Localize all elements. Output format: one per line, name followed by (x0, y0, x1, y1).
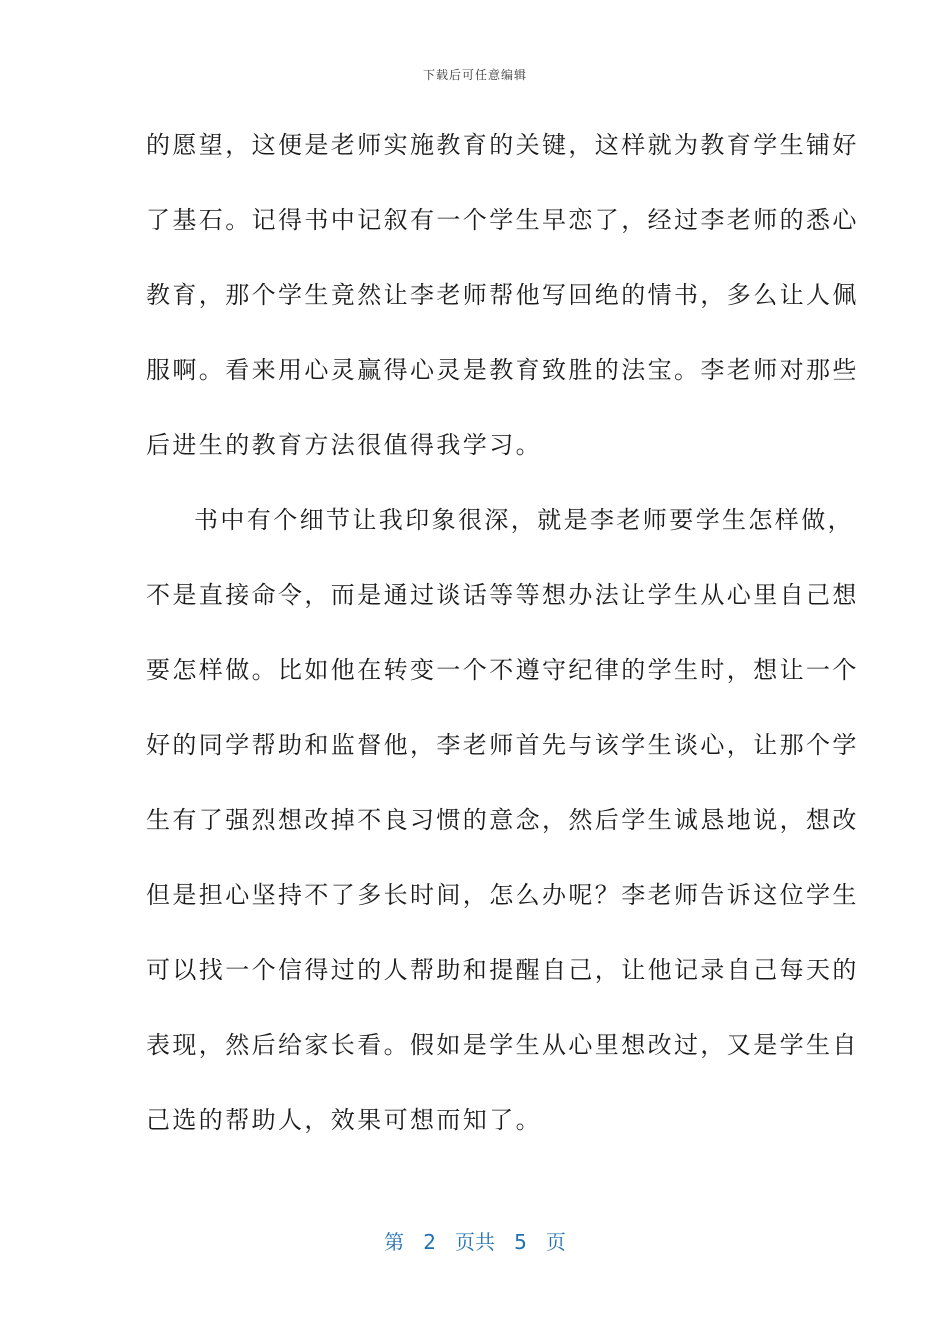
paragraph-line: 的愿望，这便是老师实施教育的关键，这样就为教育学生铺好 (146, 131, 859, 159)
current-page-number: 2 (423, 1230, 436, 1254)
header-note: 下载后可任意编辑 (422, 68, 527, 82)
paragraph-line: 表现，然后给家长看。假如是学生从心里想改过，又是学生自 (146, 1031, 859, 1059)
paragraph-line: 不是直接命令，而是通过谈话等等想办法让学生从心里自己想 (146, 581, 859, 609)
paragraph-line: 了基石。记得书中记叙有一个学生早恋了，经过李老师的悉心 (146, 206, 859, 234)
paragraph-line: 后进生的教育方法很值得我学习。 (146, 431, 542, 459)
paragraph-first-line: 书中有个细节让我印象很深，就是李老师要学生怎样做， (194, 506, 854, 534)
paragraph-line: 己选的帮助人，效果可想而知了。 (146, 1106, 542, 1134)
total-pages-number: 5 (514, 1230, 527, 1254)
paragraph-line: 可以找一个信得过的人帮助和提醒自己，让他记录自己每天的 (146, 956, 859, 984)
paragraph-line: 生有了强烈想改掉不良习惯的意念，然后学生诚恳地说，想改 (146, 806, 859, 834)
paragraph-line: 要怎样做。比如他在转变一个不遵守纪律的学生时，想让一个 (146, 656, 859, 684)
page-middle: 页共 (455, 1230, 495, 1254)
page-footer (0, 1226, 950, 1255)
paragraph-line: 教育，那个学生竟然让李老师帮他写回绝的情书，多么让人佩 (146, 281, 859, 309)
paragraph-line: 服啊。看来用心灵赢得心灵是教育致胜的法宝。李老师对那些 (146, 356, 859, 384)
page-prefix: 第 (384, 1230, 405, 1254)
paragraph-line: 好的同学帮助和监督他，李老师首先与该学生谈心，让那个学 (146, 731, 859, 759)
paragraph-line: 但是担心坚持不了多长时间，怎么办呢？李老师告诉这位学生 (146, 881, 859, 909)
page-suffix: 页 (545, 1230, 566, 1254)
